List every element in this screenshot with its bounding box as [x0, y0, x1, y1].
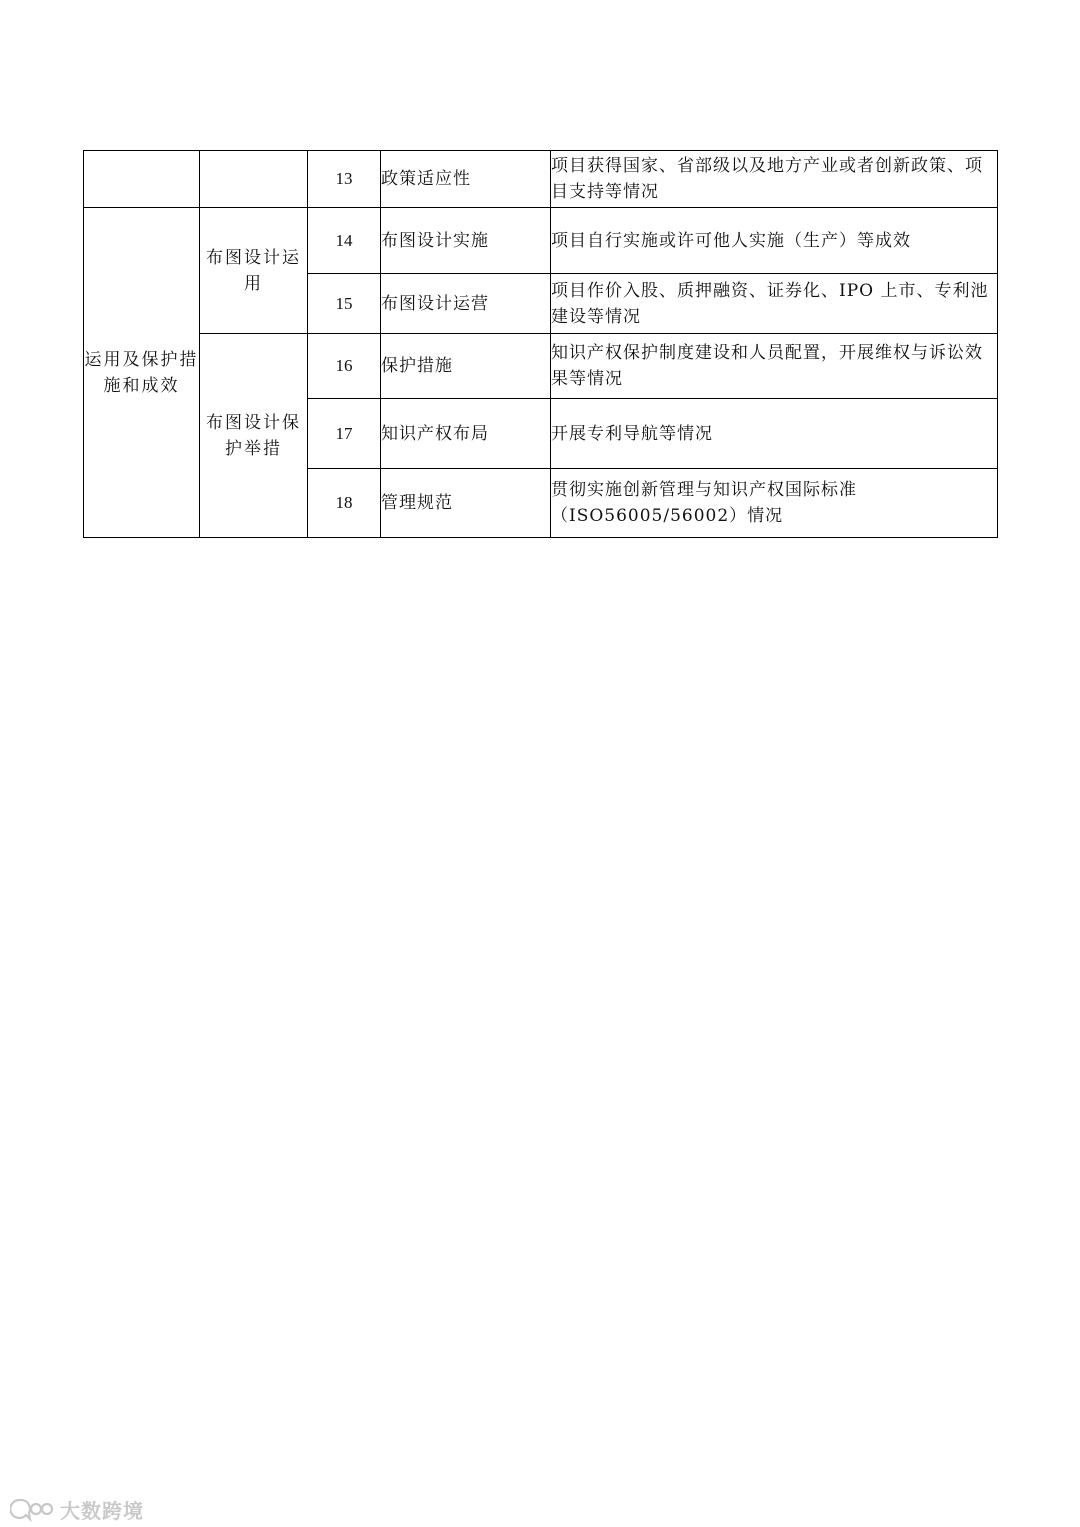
row-number: 17: [308, 399, 381, 469]
indicator-name: 布图设计运营: [381, 274, 551, 334]
speech-bubble-logo-icon: [10, 1496, 54, 1522]
category-cell: 运用及保护措施和成效: [84, 208, 200, 538]
indicator-description: 项目自行实施或许可他人实施（生产）等成效: [551, 208, 998, 274]
indicator-description: 开展专利导航等情况: [551, 399, 998, 469]
indicator-description: 项目获得国家、省部级以及地方产业或者创新政策、项目支持等情况: [551, 151, 998, 208]
table-row: [84, 334, 998, 399]
indicator-name: 知识产权布局: [381, 399, 551, 469]
empty-subcategory-cell: [200, 151, 308, 208]
indicator-name: 保护措施: [381, 334, 551, 399]
row-number: 13: [308, 151, 381, 208]
row-number: 16: [308, 334, 381, 399]
indicator-description: 知识产权保护制度建设和人员配置，开展维权与诉讼效果等情况: [551, 334, 998, 399]
indicator-description: 贯彻实施创新管理与知识产权国际标准（ISO56005/56002）情况: [551, 469, 998, 538]
watermark: [10, 1494, 144, 1524]
row-number: 14: [308, 208, 381, 274]
subcategory-cell-use: 布图设计运用: [200, 208, 308, 334]
row-number: 15: [308, 274, 381, 334]
table-row: [84, 208, 998, 274]
empty-category-cell: [84, 151, 200, 208]
table-row: [84, 151, 998, 208]
indicator-name: 政策适应性: [381, 151, 551, 208]
evaluation-table: [83, 150, 998, 538]
indicator-name: 管理规范: [381, 469, 551, 538]
indicator-name: 布图设计实施: [381, 208, 551, 274]
subcategory-cell-protect: 布图设计保护举措: [200, 334, 308, 538]
watermark-text: 大数跨境: [60, 1498, 144, 1523]
row-number: 18: [308, 469, 381, 538]
indicator-description: 项目作价入股、质押融资、证券化、IPO 上市、专利池建设等情况: [551, 274, 998, 334]
